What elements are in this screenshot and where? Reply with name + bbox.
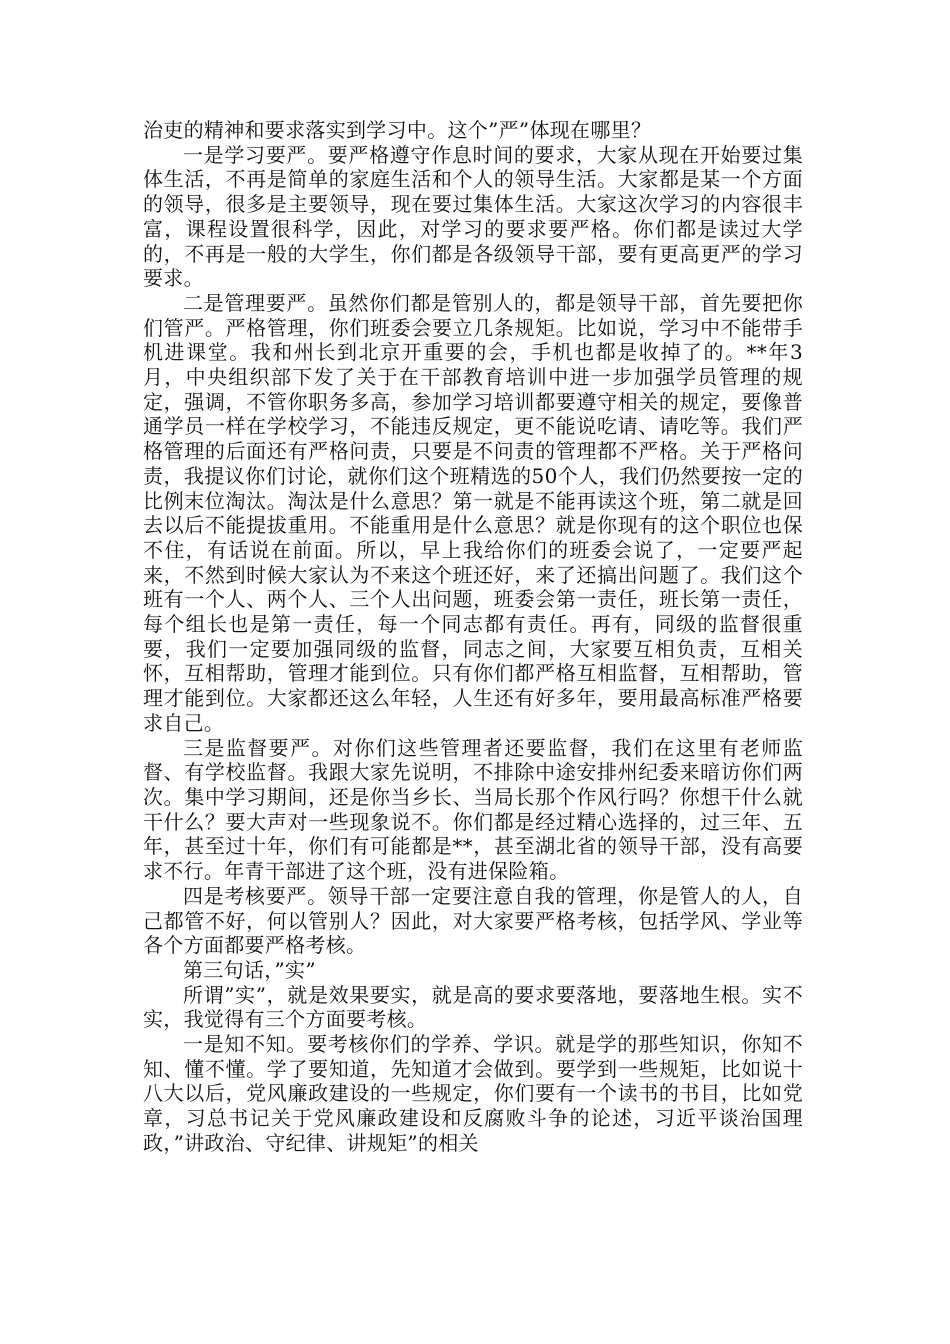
document-body — [143, 118, 803, 1156]
section-heading-third: 第三句话，”实” — [183, 957, 316, 982]
paragraph-know-or-not: 一是知不知。要考核你们的学养、学识。就是学的那些知识，你知不知、懂不懂。学了要知道，先知道才会做到。要学到一些规矩，比如说十八大以后，党风廉政建设的一些规定，你们要有一个读书的书目，比如党章，习总书记关于党风廉政建设和反腐败斗争的论述，习近平谈治国理政，”讲政治、守纪律、讲规矩”的相关 — [143, 1032, 803, 1155]
paragraph-study-strict: 一是学习要严。要严格遵守作息时间的要求，大家从现在开始要过集体生活，不再是简单的家庭生活和个人的领导生活。大家都是某一个方面的领导，很多是主要领导，现在要过集体生活。大家这次学习的内容很丰富，课程设置很科学，因此，对学习的要求要严格。你们都是读过大学的，不再是一般的大学生，你们都是各级领导干部，要有更高更严的学习要求。 — [143, 142, 803, 291]
paragraph-assessment-strict: 四是考核要严。领导干部一定要注意自我的管理，你是管人的人，自己都管不好，何以管别人？因此，对大家要严格考核，包括学风、学业等各个方面都要严格考核。 — [143, 883, 803, 958]
paragraph-continuation: 治吏的精神和要求落实到学习中。这个”严”体现在哪里？ — [143, 118, 652, 142]
paragraph-management-strict: 二是管理要严。虽然你们都是管别人的，都是领导干部，首先要把你们管严。严格管理，你们班委会要立几条规矩。比如说，学习中不能带手机进课堂。我和州长到北京开重要的会，手机也都是收掉了的。**年3月，中央组织部下发了关于在干部教育培训中进一步加强学员管理的规定，强调，不管你职务多高，参加学习培训都要遵守相关的规定，要像普通学员一样在学校学习，不能违反规定，更不能说吃请、请吃等。我们严格管理的后面还有严格问责，只要是不问责的管理都不严格。关于严格问责，我提议你们讨论，就你们这个班精选的50个人，我们仍然要按一定的比例末位淘汰。淘汰是什么意思？第一就是不能再读这个班，第二就是回去以后不能提拔重用。不能重用是什么意思？就是你现有的这个职位也保不住，有话说在前面。所以，早上我给你们的班委会说了，一定要严起来，不然到时候大家认为不来这个班还好，来了还搞出问题了。我们这个班有一个人、两个人、三个人出问题，班委会第一责任，班长第一责任，每个组长也是第一责任，每一个同志都有责任。再有，同级的监督很重要，我们一定要加强同级的监督，同志之间，大家要互相负责，互相关怀，互相帮助，管理才能到位。只有你们都严格互相监督，互相帮助，管理才能到位。大家都还这么年轻，人生还有好多年，要用最高标准严格要求自己。 — [143, 290, 803, 735]
paragraph-supervision-strict: 三是监督要严。对你们这些管理者还要监督，我们在这里有老师监督、有学校监督。我跟大家先说明，不排除中途安排州纪委来暗访你们两次。集中学习期间，还是你当乡长、当局长那个作风行吗？你想干什么就干什么？要大声对一些现象说不。你们都是经过精心选择的，过三年、五年，甚至过十年，你们有可能都是**，甚至湖北省的领导干部，没有高要求不行。年青干部进了这个班，没有进保险箱。 — [143, 735, 803, 884]
paragraph-practical-intro: 所谓”实”，就是效果要实，就是高的要求要落地，要落地生根。实不实，我觉得有三个方面要考核。 — [143, 982, 803, 1032]
